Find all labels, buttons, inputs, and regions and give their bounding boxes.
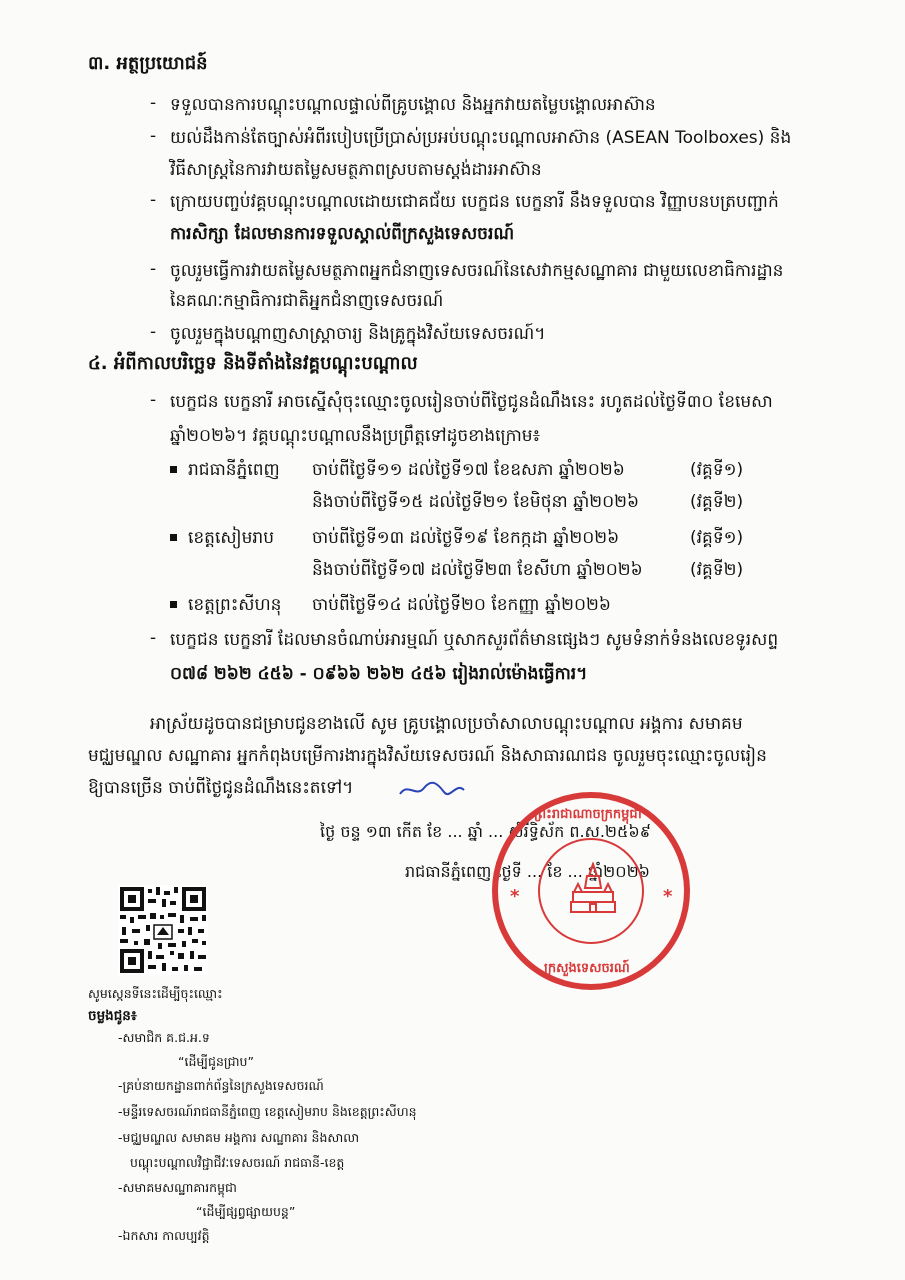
benefit-3-line1: ក្រោយបញ្ចប់វគ្គបណ្តុះបណ្តាលដោយជោគជ័យ បេក្ខជន បេក្ខនារី នឹងទទួលបាន វិញ្ញាបនបត្របញ្ជាក់ bbox=[170, 192, 779, 212]
recipient-item: -មន្ទីរទេសចរណ៍រាជធានីភ្នំពេញ ខេត្តសៀមរាប និងខេត្តព្រះសីហនុ bbox=[118, 1104, 417, 1119]
square-bullet-icon bbox=[170, 534, 177, 541]
schedule-place-phnom-penh: រាជធានីភ្នំពេញ bbox=[188, 460, 280, 480]
qr-caption: សូមស្កេនទីនេះដើម្បីចុះឈ្មោះ bbox=[88, 986, 223, 1001]
recipient-item: -សមាជិក គ.ជ.អ.ទ bbox=[118, 1030, 210, 1045]
bullet-dash: - bbox=[150, 126, 157, 146]
recipient-item: -គ្រប់នាយកដ្ឋានពាក់ព័ន្ធនៃក្រសួងទេសចរណ៍ bbox=[118, 1078, 324, 1093]
recipient-note: “ដើម្បីផ្សព្វផ្សាយបន្ត” bbox=[196, 1204, 296, 1219]
registration-qr-code[interactable] bbox=[118, 885, 208, 975]
closing-line1: អាស្រ័យដូចបានជម្រាបជូនខាងលើ សូម គ្រូបង្គោលប្រចាំសាលាបណ្តុះបណ្តាល អង្គការ សមាគម bbox=[150, 714, 743, 734]
registration-intro-line2: ឆ្នាំ២០២៦។ វគ្គបណ្តុះបណ្តាលនឹងប្រព្រឹត្តទៅដូចខាងក្រោម៖ bbox=[170, 426, 541, 446]
bullet-dash: - bbox=[150, 190, 157, 210]
ministry-seal-stamp bbox=[492, 792, 690, 990]
angkor-temple-icon bbox=[570, 862, 616, 914]
recipient-text: សមាគមសណ្ឋាគារកម្ពុជា bbox=[122, 1180, 237, 1195]
schedule-dates: ចាប់ពីថ្ងៃទី១១ ដល់ថ្ងៃទី១៧ ខែឧសភា ឆ្នាំ២០២៦ bbox=[312, 460, 625, 480]
square-bullet-icon bbox=[170, 466, 177, 473]
bullet-dash: - bbox=[150, 628, 157, 648]
recipient-item: -សមាគមសណ្ឋាគារកម្ពុជា bbox=[118, 1180, 237, 1195]
closing-line3: ឱ្យបានច្រើន ចាប់ពីថ្ងៃជូនដំណឹងនេះតទៅ។ bbox=[88, 778, 354, 798]
section4-heading: ៤. អំពីកាលបរិច្ឆេទ និងទីតាំងនៃវគ្គបណ្តុះបណ្តាល bbox=[88, 353, 418, 374]
stamp-top-text: ព្រះរាជាណាចក្រកម្ពុជា bbox=[534, 807, 642, 822]
benefit-4-line2: នៃគណៈកម្មាធិការជាតិអ្នកជំនាញទេសចរណ៍ bbox=[170, 291, 444, 311]
schedule-place-preah-sihanouk: ខេត្តព្រះសីហនុ bbox=[188, 595, 282, 615]
benefit-1: ទទួលបានការបណ្តុះបណ្តាលផ្ទាល់ពីគ្រូបង្គោល និងអ្នកវាយតម្លៃបង្គោលអាស៊ាន bbox=[170, 95, 656, 115]
recipient-text: មន្ទីរទេសចរណ៍រាជធានីភ្នំពេញ ខេត្តសៀមរាប និងខេត្តព្រះសីហនុ bbox=[122, 1104, 417, 1119]
recipient-text: មជ្ឈមណ្ឌល សមាគម អង្គការ សណ្ឋាគារ និងសាលា bbox=[122, 1130, 360, 1145]
schedule-class: (វគ្គទី១) bbox=[690, 528, 744, 548]
solar-date: រាជធានីភ្នំពេញ ថ្ងៃទី ... ខែ ... ឆ្នាំ២០២៦ bbox=[405, 862, 651, 881]
bullet-dash: - bbox=[150, 259, 157, 279]
recipient-text: ឯកសារ កាលប្បវត្តិ bbox=[122, 1228, 210, 1243]
recipient-note: បណ្តុះបណ្តាលវិជ្ជាជីវៈទេសចរណ៍ រាជធានី-ខេត្ត bbox=[130, 1155, 345, 1170]
recipient-text: គ្រប់នាយកដ្ឋានពាក់ព័ន្ធនៃក្រសួងទេសចរណ៍ bbox=[122, 1078, 324, 1093]
schedule-class: (វគ្គទី១) bbox=[690, 460, 744, 480]
benefit-5: ចូលរួមក្នុងបណ្តាញសាស្ត្រាចារ្យ និងគ្រូក្នុងវិស័យទេសចរណ៍។ bbox=[170, 324, 546, 344]
recipient-item: -ឯកសារ កាលប្បវត្តិ bbox=[118, 1228, 210, 1243]
schedule-class: (វគ្គទី២) bbox=[690, 492, 744, 512]
schedule-class: (វគ្គទី២) bbox=[690, 560, 744, 580]
star-icon: * bbox=[663, 886, 673, 907]
schedule-dates: ចាប់ពីថ្ងៃទី១៤ ដល់ថ្ងៃទី២០ ខែកញ្ញា ឆ្នាំ២០២៦ bbox=[312, 595, 611, 615]
contact-phone-numbers: ០៧៨ ២៦២ ៤៥៦ - ០៩៦៦ ២៦២ ៤៥៦ រៀងរាល់ម៉ោងធ្វើការ។ bbox=[170, 664, 588, 684]
schedule-place-siem-reap: ខេត្តសៀមរាប bbox=[188, 528, 274, 548]
benefit-2-line2: វិធីសាស្ត្រនៃការវាយតម្លៃសមត្ថភាពស្របតាមស្តង់ដារអាស៊ាន bbox=[170, 160, 542, 180]
bullet-dash: - bbox=[150, 93, 157, 113]
schedule-dates: ចាប់ពីថ្ងៃទី១៣ ដល់ថ្ងៃទី១៩ ខែកក្កដា ឆ្នាំ២០២៦ bbox=[312, 528, 620, 548]
benefit-4-line1: ចូលរួមធ្វើការវាយតម្លៃសមត្ថភាពអ្នកជំនាញទេសចរណ៍នៃសេវាកម្មសណ្ឋាគារ ជាមួយលេខាធិការដ្ឋាន bbox=[170, 261, 784, 281]
closing-line2: មជ្ឈមណ្ឌល សណ្ឋាគារ អ្នកកំពុងបម្រើការងារក្នុងវិស័យទេសចរណ៍ និងសាធារណជន ចូលរួមចុះឈ្មោះចូលរៀន bbox=[88, 746, 767, 766]
benefit-2-line1: យល់ដឹងកាន់តែច្បាស់អំពីរបៀបប្រើប្រាស់ប្រអប់បណ្តុះបណ្តាលអាស៊ាន (ASEAN Toolboxes) និង bbox=[170, 128, 792, 148]
registration-intro-line1: បេក្ខជន បេក្ខនារី អាចស្នើសុំចុះឈ្មោះចូលរៀនចាប់ពីថ្ងៃជូនដំណឹងនេះ រហូតដល់ថ្ងៃទី៣០ ខែមេសា bbox=[170, 392, 773, 412]
bullet-dash: - bbox=[150, 390, 157, 410]
recipient-note: “ដើម្បីជូនជ្រាប” bbox=[178, 1054, 254, 1069]
star-icon: * bbox=[510, 886, 520, 907]
section3-heading: ៣. អត្ថប្រយោជន៍ bbox=[88, 53, 208, 74]
square-bullet-icon bbox=[170, 601, 177, 608]
initial-signature-icon bbox=[398, 778, 468, 802]
stamp-inner-ring bbox=[538, 838, 644, 944]
lunar-date: ថ្ងៃ ចន្ទ ១៣ កើត ខែ ... ឆ្នាំ ... សំរឹទ្ធិស័ក ព.ស.២៥៦៩ bbox=[320, 822, 651, 841]
recipient-item: -មជ្ឈមណ្ឌល សមាគម អង្គការ សណ្ឋាគារ និងសាលា bbox=[118, 1130, 360, 1145]
schedule-dates: និងចាប់ពីថ្ងៃទី១៧ ដល់ថ្ងៃទី២៣ ខែសីហា ឆ្នាំ២០២៦ bbox=[312, 560, 643, 580]
recipient-text: សមាជិក គ.ជ.អ.ទ bbox=[122, 1030, 210, 1045]
bullet-dash: - bbox=[150, 322, 157, 342]
stamp-bottom-text: ក្រសួងទេសចរណ៍ bbox=[544, 961, 630, 976]
contact-line1: បេក្ខជន បេក្ខនារី ដែលមានចំណាប់អារម្មណ៍ ឬសាកសួរព័ត៌មានផ្សេងៗ សូមទំនាក់ទំនងលេខទូរសព្ទ bbox=[170, 630, 779, 650]
schedule-dates: និងចាប់ពីថ្ងៃទី១៥ ដល់ថ្ងៃទី២១ ខែមិថុនា ឆ្នាំ២០២៦ bbox=[312, 492, 640, 512]
benefit-3-line2: ការសិក្សា ដែលមានការទទួលស្គាល់ពីក្រសួងទេសចរណ៍ bbox=[170, 224, 515, 244]
recipients-heading: ចម្លងជូន៖ bbox=[88, 1008, 137, 1024]
